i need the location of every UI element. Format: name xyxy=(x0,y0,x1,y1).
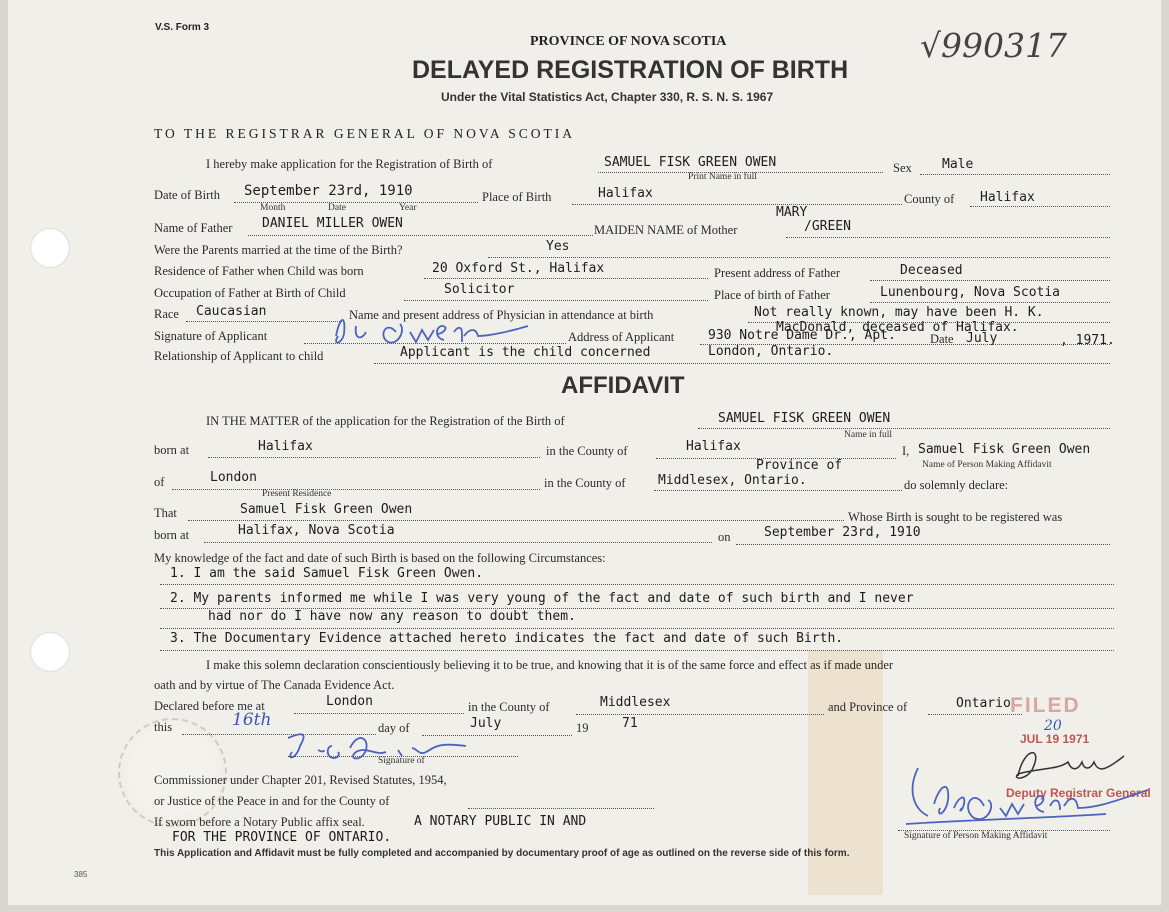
month-value: July xyxy=(470,716,502,731)
birth-registration-form xyxy=(8,0,1161,905)
deponent-signature xyxy=(904,764,1154,838)
circumstance-1: 1. I am the said Samuel Fisk Green Owen. xyxy=(170,566,484,581)
day-of-label: day of xyxy=(378,721,410,735)
occupation-label: Occupation of Father at Birth of Child xyxy=(154,286,346,300)
applicant-address-value: 930 Notre Dame Dr., Apt. xyxy=(708,328,896,343)
mother-first: MARY xyxy=(776,205,808,220)
mother-last: /GREEN xyxy=(804,219,851,234)
notary-typed-1: A NOTARY PUBLIC IN AND xyxy=(414,814,587,829)
relationship-value: Applicant is the child concerned xyxy=(400,345,651,360)
date-value: July xyxy=(966,331,998,346)
born-at-value: Halifax xyxy=(258,439,313,454)
dob-value: September 23rd, 1910 xyxy=(244,183,413,199)
residence-value: 20 Oxford St., Halifax xyxy=(432,261,605,276)
child-name: SAMUEL FISK GREEN OWEN xyxy=(604,155,777,170)
signature-of-note: Signature of xyxy=(378,756,425,766)
circumstance-2a: 2. My parents informed me while I was very young of the fact and date of such birth and I never xyxy=(170,591,914,606)
present-address-label: Present address of Father xyxy=(714,266,841,280)
circumstance-2b: had nor do I have now any reason to doubt them. xyxy=(208,609,576,624)
father-name: DANIEL MILLER OWEN xyxy=(262,216,403,231)
knowledge-label: My knowledge of the fact and date of such Birth is based on the following Circumstances: xyxy=(154,551,606,565)
father-birthplace-value: Lunenbourg, Nova Scotia xyxy=(880,285,1061,300)
applicant-address-label: Address of Applicant xyxy=(568,330,675,344)
province-of: Province of xyxy=(756,458,843,473)
intro-label: I hereby make application for the Registration of Birth of xyxy=(206,157,493,171)
county-of-label: in the County of xyxy=(546,444,628,458)
applicant-signature xyxy=(326,306,536,350)
county-label: County of xyxy=(904,192,955,206)
circumstance-3: 3. The Documentary Evidence attached hereto indicates the fact and date of such Birth. xyxy=(170,631,844,646)
year-value: , 1971. xyxy=(1060,333,1115,348)
filed-stamp: FILED xyxy=(1010,694,1081,717)
born-at2-label: born at xyxy=(154,528,190,542)
province-value: Ontario xyxy=(956,696,1011,711)
deponent-name: Samuel Fisk Green Owen xyxy=(918,442,1091,457)
notary-label: If sworn before a Notary Public affix seal. xyxy=(154,815,365,829)
notary-typed-2: FOR THE PROVINCE OF ONTARIO. xyxy=(172,830,392,845)
pob-value: Halifax xyxy=(598,186,653,201)
corrected-day: 20 xyxy=(1044,718,1062,734)
matter-name: SAMUEL FISK GREEN OWEN xyxy=(718,411,891,426)
declared-at-value: London xyxy=(326,694,373,709)
county2-value: Middlesex, Ontario. xyxy=(658,473,807,488)
of-value: London xyxy=(210,470,257,485)
commissioner-label: Commissioner under Chapter 201, Revised Statutes, 1954, xyxy=(154,773,447,787)
month-note: Month xyxy=(260,203,286,213)
married-label: Were the Parents married at the time of the Birth? xyxy=(154,243,403,257)
that-value: Samuel Fisk Green Owen xyxy=(240,502,413,517)
physician-line1: Not really known, may have been H. K. xyxy=(754,305,1044,320)
this-label: this xyxy=(154,720,173,734)
father-label: Name of Father xyxy=(154,221,233,235)
dob-label: Date of Birth xyxy=(154,188,220,202)
present-address-value: Deceased xyxy=(900,263,963,278)
matter-label: IN THE MATTER of the application for the Registration of the Birth of xyxy=(206,414,565,428)
print-name-note: Print Name in full xyxy=(688,172,757,182)
on-label: on xyxy=(718,530,731,544)
born-at-label: born at xyxy=(154,443,190,457)
county-of-value: Halifax xyxy=(686,439,741,454)
applicant-city: London, Ontario. xyxy=(708,344,834,359)
year-suffix: 71 xyxy=(622,716,638,731)
whose-birth-label: Whose Birth is sought to be registered was xyxy=(848,510,1063,524)
sex-label: Sex xyxy=(893,161,912,175)
county-value: Halifax xyxy=(980,190,1035,205)
born-at2-value: Halifax, Nova Scotia xyxy=(238,523,395,538)
affidavit-heading: AFFIDAVIT xyxy=(561,372,685,399)
province-label: and Province of xyxy=(828,700,908,714)
addressee: TO THE REGISTRAR GENERAL OF NOVA SCOTIA xyxy=(154,126,576,141)
residence-label: Residence of Father when Child was born xyxy=(154,264,364,278)
this-day-value: 16th xyxy=(232,710,272,730)
that-label: That xyxy=(154,506,177,520)
deponent-note: Name of Person Making Affidavit xyxy=(922,460,1052,470)
date-label: Date xyxy=(930,332,954,346)
signature-person-note: Signature of Person Making Affidavit xyxy=(904,831,1048,841)
date-note: Date xyxy=(328,203,346,213)
county3-value: Middlesex xyxy=(600,695,671,710)
solemn-line-1: I make this solemn declaration conscientiously believing it to be true, and knowing that it is of the same force and effect as if made under xyxy=(206,658,894,672)
punch-hole xyxy=(30,228,70,268)
pob-label: Place of Birth xyxy=(482,190,552,204)
page-title: DELAYED REGISTRATION OF BIRTH xyxy=(412,56,849,84)
on-value: September 23rd, 1910 xyxy=(764,525,921,540)
footer-code: 385 xyxy=(74,870,88,879)
signature-label: Signature of Applicant xyxy=(154,329,268,343)
present-residence-note: Present Residence xyxy=(262,489,332,499)
filed-date: JUL 19 1971 xyxy=(1020,732,1090,746)
declared-label: Declared before me at xyxy=(154,699,265,713)
father-birthplace-label: Place of birth of Father xyxy=(714,288,830,302)
sex-value: Male xyxy=(942,157,974,172)
solemn-line-2: oath and by virtue of The Canada Evidence Act. xyxy=(154,678,395,692)
relationship-label: Relationship of Applicant to child xyxy=(154,349,324,363)
punch-hole xyxy=(30,632,70,672)
i-label: I, xyxy=(902,444,910,458)
deputy-registrar: Deputy Registrar General xyxy=(1006,786,1151,800)
county2-label: in the County of xyxy=(544,476,626,490)
province-heading: PROVINCE OF NOVA SCOTIA xyxy=(530,34,727,49)
county3-label: in the County of xyxy=(468,700,550,714)
justice-label: or Justice of the Peace in and for the County of xyxy=(154,794,390,808)
married-value: Yes xyxy=(546,239,570,254)
footer-note: This Application and Affidavit must be fully completed and accompanied by documentary proof of age as outlined on the reverse side of this form. xyxy=(154,848,850,859)
physician-line2: MacDonald, deceased of Halifax. xyxy=(776,320,1019,335)
mother-label: MAIDEN NAME of Mother xyxy=(594,223,738,237)
form-number: V.S. Form 3 xyxy=(155,22,210,33)
page-subtitle: Under the Vital Statistics Act, Chapter 330, R. S. N. S. 1967 xyxy=(441,90,774,104)
of-label: of xyxy=(154,475,165,489)
declare-label: do solemnly declare: xyxy=(904,478,1009,492)
name-in-full-note: Name in full xyxy=(844,430,893,440)
race-label: Race xyxy=(154,307,179,321)
race-value: Caucasian xyxy=(196,304,267,319)
year-prefix: 19 xyxy=(576,721,589,735)
occupation-value: Solicitor xyxy=(444,282,515,297)
physician-label: Name and present address of Physician in attendance at birth xyxy=(349,308,654,322)
registration-number: √990317 xyxy=(920,26,1068,65)
year-note: Year xyxy=(399,203,417,213)
